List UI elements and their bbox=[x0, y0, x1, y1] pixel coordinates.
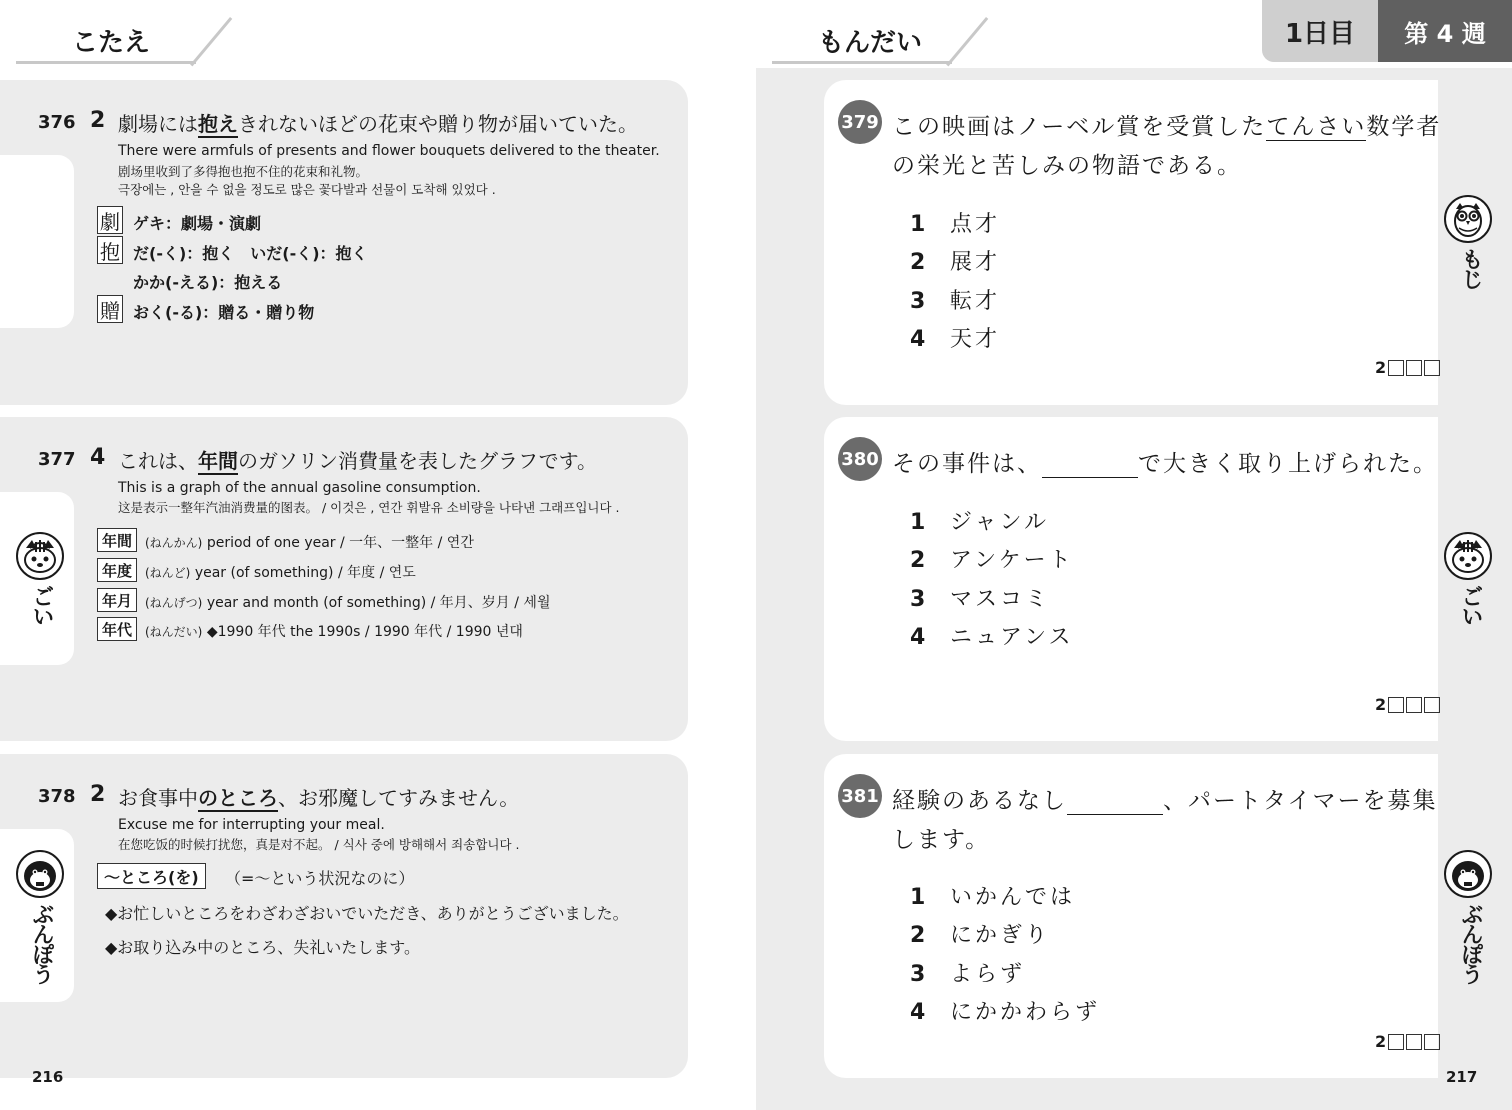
review-checkboxes[interactable]: 2 bbox=[1375, 1032, 1440, 1051]
answer-number: 376 bbox=[38, 112, 76, 133]
answer-option[interactable]: 4 にかかわらず bbox=[910, 1000, 1101, 1025]
question-number-badge: 379 bbox=[838, 100, 882, 144]
answer-choice: 2 bbox=[90, 782, 106, 807]
answer-blank bbox=[1042, 454, 1138, 478]
answer-choice: 2 bbox=[90, 108, 106, 133]
answer-blank bbox=[1067, 791, 1163, 815]
grammar-pattern: ～ところ(を) bbox=[97, 863, 206, 889]
answer-option[interactable]: 3 転才 bbox=[910, 289, 1001, 314]
header-divider bbox=[16, 61, 196, 64]
owl-icon bbox=[1444, 195, 1492, 243]
answer-option[interactable]: 3 マスコミ bbox=[910, 587, 1051, 612]
day-label: 1日目 bbox=[1262, 0, 1378, 62]
example-sentence: ◆お忙しいところをわざわざおいでいただき、ありがとうございました。 bbox=[105, 904, 629, 923]
answer-option[interactable]: 1 いかんでは bbox=[910, 885, 1076, 910]
tab-label-bunpou: ぶんぽう bbox=[1458, 903, 1483, 983]
answer-option[interactable]: 4 天才 bbox=[910, 327, 1001, 352]
answer-korean: 극장에는 , 안을 수 없을 정도로 많은 꽃다발과 선물이 도착해 있었다 . bbox=[118, 182, 496, 197]
question-text: 経験のあるなし 、パートタイマーを募集 bbox=[892, 788, 1438, 814]
page-number: 216 bbox=[32, 1068, 64, 1086]
answers-header: こたえ bbox=[72, 28, 151, 58]
kanji-box: 贈 bbox=[97, 295, 123, 323]
tab-label-goi: ごい bbox=[1458, 585, 1483, 625]
answer-option[interactable]: 4 ニュアンス bbox=[910, 625, 1074, 650]
question-number-badge: 381 bbox=[838, 774, 882, 818]
answer-chinese-korean: 在您吃饭的时候打扰您，真是对不起。 / 식사 중에 방해해서 죄송합니다 . bbox=[118, 837, 520, 852]
answer-english: This is a graph of the annual gasoline consumption. bbox=[118, 480, 481, 496]
answer-chinese-korean: 这是表示一整年汽油消费量的图表。 / 이것은 , 연간 휘발유 소비량을 나타낸 그래프입니다 . bbox=[118, 500, 620, 515]
review-checkboxes[interactable]: 2 bbox=[1375, 695, 1440, 714]
kanji-box: 抱 bbox=[97, 236, 123, 264]
vocab-entry: (ねんだい) ◆1990 年代 the 1990s / 1990 年代 / 1990 년대 bbox=[145, 624, 523, 640]
answer-sentence: お食事中のところ、お邪魔してすみません。 bbox=[118, 786, 520, 810]
example-sentence: ◆お取り込み中のところ、失礼いたします。 bbox=[105, 938, 421, 957]
vocab-word: 年代 bbox=[97, 617, 137, 641]
question-text: その事件は、 で大きく取り上げられた。 bbox=[892, 451, 1438, 477]
kanji-note: かか(-える)：抱える bbox=[133, 273, 283, 292]
vocab-word: 年間 bbox=[97, 528, 137, 552]
kanji-note: ゲキ：劇場・演劇 bbox=[133, 214, 262, 233]
header-divider bbox=[772, 61, 952, 64]
vocab-entry: (ねんかん) period of one year / 一年、一整年 / 연간 bbox=[145, 535, 474, 551]
kanji-note: だ(-く)：抱く いだ(-く)：抱く bbox=[133, 244, 368, 263]
questions-header: もんだい bbox=[818, 28, 923, 58]
gorilla-icon bbox=[1444, 850, 1492, 898]
answer-english: Excuse me for interrupting your meal. bbox=[118, 817, 385, 833]
grammar-note: （=～という状況なのに） bbox=[225, 869, 415, 888]
vocab-word: 年度 bbox=[97, 558, 137, 582]
answer-option[interactable]: 2 展才 bbox=[910, 250, 1001, 275]
kanji-note: おく(-る)：贈る・贈り物 bbox=[133, 303, 315, 322]
answer-option[interactable]: 2 アンケート bbox=[910, 548, 1074, 573]
raccoon-icon bbox=[1444, 532, 1492, 580]
vocab-entry: (ねんげつ) year and month (of something) / 年月、岁月 / 세월 bbox=[145, 595, 551, 611]
question-number-badge: 380 bbox=[838, 437, 882, 481]
answer-chinese: 剧场里收到了多得抱也抱不住的花束和礼物。 bbox=[118, 164, 369, 179]
answer-choice: 4 bbox=[90, 445, 106, 470]
vocab-entry: (ねんど) year (of something) / 年度 / 연도 bbox=[145, 565, 416, 581]
answer-sentence: 劇場には抱えきれないほどの花束や贈り物が届いていた。 bbox=[118, 112, 638, 136]
answer-option[interactable]: 1 ジャンル bbox=[910, 510, 1050, 535]
tab-label-bunpou: ぶんぽう bbox=[29, 903, 54, 983]
page-number: 217 bbox=[1446, 1068, 1478, 1086]
answer-option[interactable]: 2 にかぎり bbox=[910, 923, 1051, 948]
vocab-word: 年月 bbox=[97, 588, 137, 612]
question-text-line2: の栄光と苦しみの物語である。 bbox=[892, 153, 1242, 179]
answer-option[interactable]: 3 よらず bbox=[910, 962, 1026, 987]
answer-number: 378 bbox=[38, 786, 76, 807]
kanji-box: 劇 bbox=[97, 206, 123, 234]
gorilla-icon bbox=[16, 850, 64, 898]
tab-label-moji: もじ bbox=[1458, 248, 1483, 288]
question-text-line2: します。 bbox=[892, 827, 991, 853]
side-tab-blank bbox=[0, 155, 74, 328]
answer-number: 377 bbox=[38, 449, 76, 470]
answer-english: There were armfuls of presents and flower bouquets delivered to the theater. bbox=[118, 143, 660, 159]
header-slash bbox=[190, 17, 232, 66]
answer-sentence: これは、年間のガソリン消費量を表したグラフです。 bbox=[118, 449, 597, 473]
week-label: 第 4 週 bbox=[1378, 0, 1512, 62]
question-text: この映画はノーベル賞を受賞したてんさい数学者 bbox=[892, 114, 1442, 140]
tab-label-goi: ごい bbox=[29, 585, 54, 625]
review-checkboxes[interactable]: 2 bbox=[1375, 358, 1440, 377]
answer-option[interactable]: 1 点才 bbox=[910, 212, 1001, 237]
raccoon-icon bbox=[16, 532, 64, 580]
